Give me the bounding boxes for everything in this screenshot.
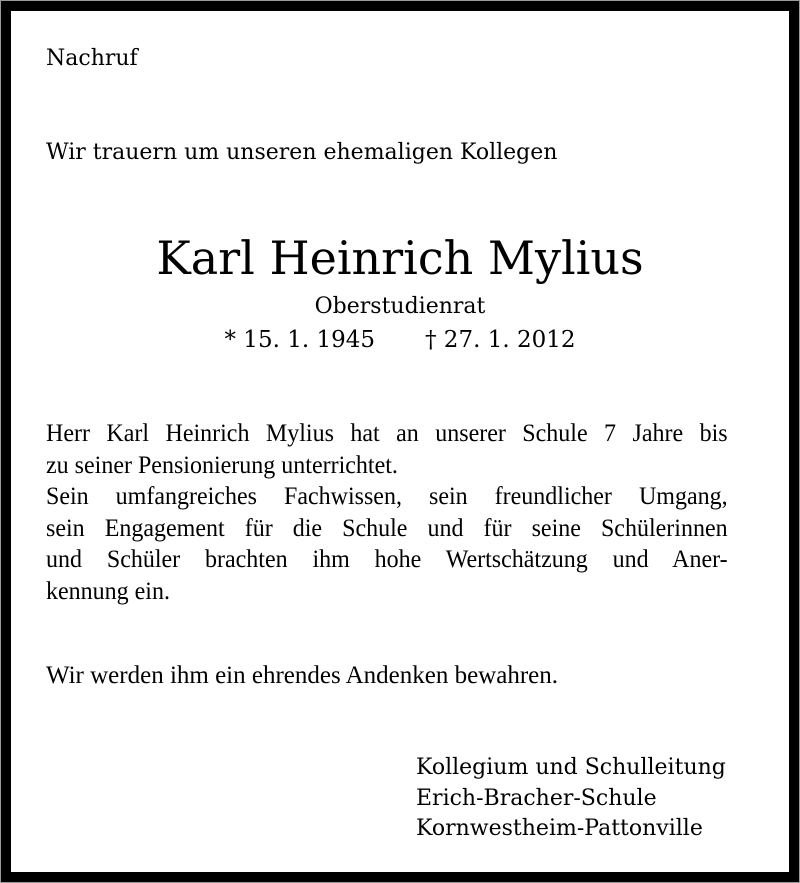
- intro-text: Wir trauern um unseren ehemaligen Kollegen: [46, 140, 558, 165]
- birth-date: * 15. 1. 1945: [224, 327, 375, 353]
- body-line: Sein umfangreiches Fachwissen, sein freundlicher Umgang,: [46, 483, 728, 510]
- closing-text: Wir werden ihm ein ehrendes Andenken bewahren.: [46, 662, 558, 689]
- body-paragraph: [46, 418, 728, 607]
- signature-line: Kollegium und Schulleitung: [416, 755, 726, 780]
- body-line: zu seiner Pensionierung unterrichtet.: [46, 451, 398, 479]
- signature-line: Erich-Bracher-Schule: [416, 785, 657, 811]
- body-line: und Schüler brachten ihm hohe Wertschätzung und Aner-: [46, 546, 728, 573]
- signature-block: [416, 753, 726, 845]
- death-date: † 27. 1. 2012: [425, 327, 576, 353]
- body-line: kennung ein.: [46, 577, 170, 605]
- signature-line: Kornwestheim-Pattonville: [416, 816, 703, 841]
- life-dates: [11, 329, 789, 352]
- obituary-notice: [1, 1, 799, 882]
- deceased-name: Karl Heinrich Mylius: [156, 231, 644, 285]
- deceased-title: Oberstudienrat: [314, 294, 486, 319]
- body-line: sein Engagement für die Schule und für seine Schülerinnen: [46, 514, 728, 542]
- notice-heading: Nachruf: [46, 46, 138, 71]
- body-line: Herr Karl Heinrich Mylius hat an unserer Schule 7 Jahre bis: [46, 420, 728, 447]
